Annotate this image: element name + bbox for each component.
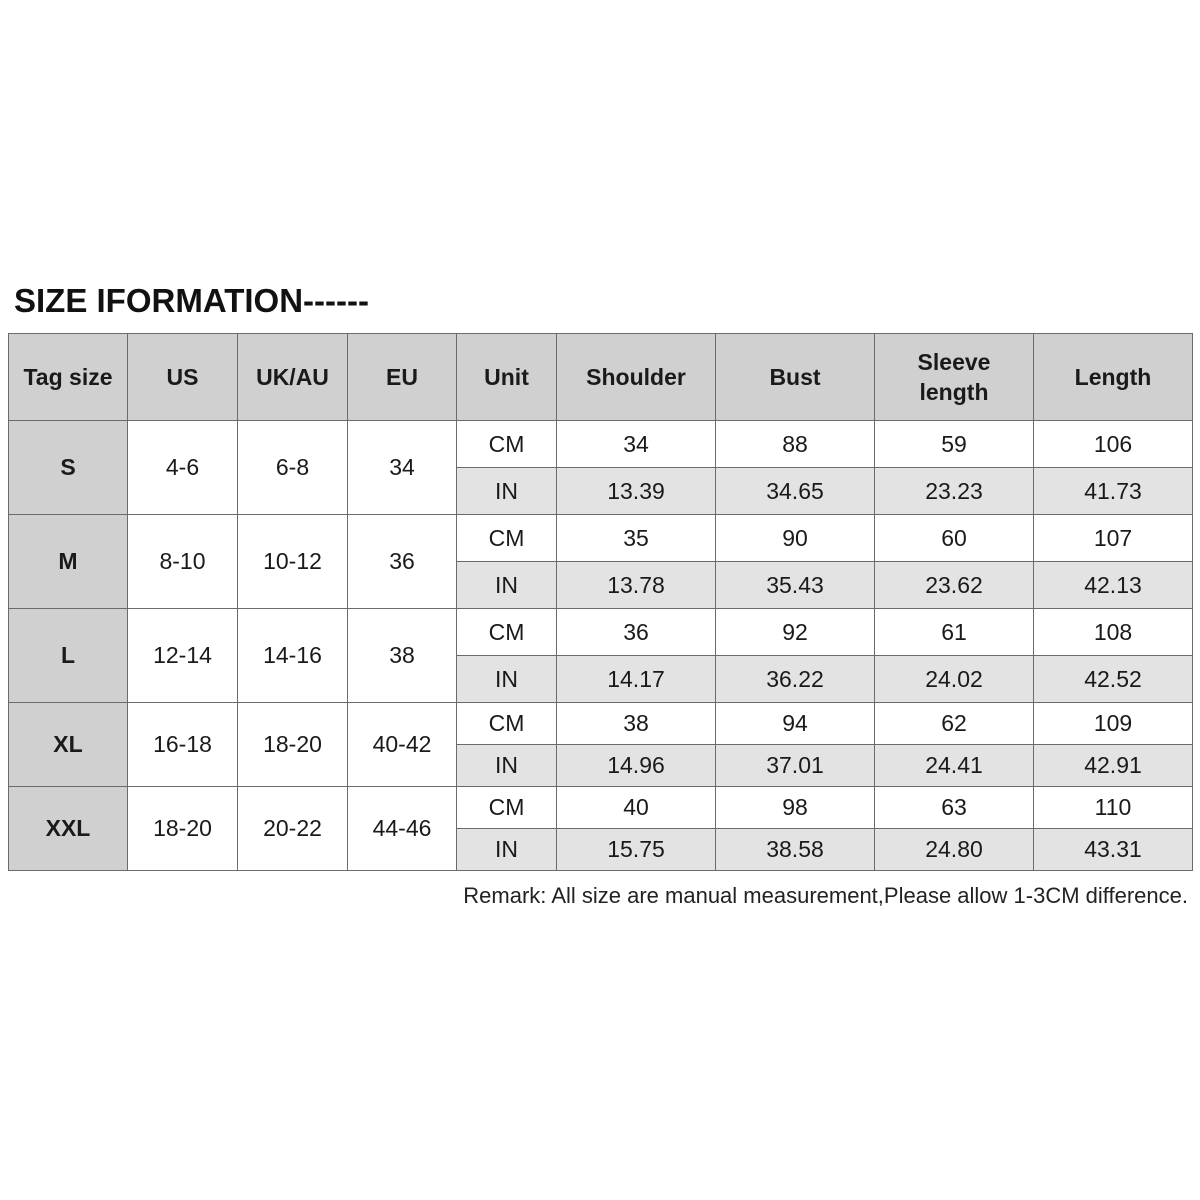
table-row bbox=[9, 787, 1193, 829]
length-cell: 41.73 bbox=[1034, 468, 1193, 515]
length-cell: 42.13 bbox=[1034, 562, 1193, 609]
size-table bbox=[8, 333, 1193, 871]
length-cell: 110 bbox=[1034, 787, 1193, 829]
sleeve-cell: 24.02 bbox=[875, 656, 1034, 703]
length-cell: 43.31 bbox=[1034, 829, 1193, 871]
header-us: US bbox=[128, 334, 238, 421]
sleeve-cell: 63 bbox=[875, 787, 1034, 829]
shoulder-cell: 15.75 bbox=[557, 829, 716, 871]
sleeve-cell: 23.62 bbox=[875, 562, 1034, 609]
unit-cell: CM bbox=[457, 787, 557, 829]
bust-cell: 36.22 bbox=[716, 656, 875, 703]
sleeve-cell: 59 bbox=[875, 421, 1034, 468]
tag-size-cell: XL bbox=[9, 703, 128, 787]
header-bust: Bust bbox=[716, 334, 875, 421]
shoulder-cell: 40 bbox=[557, 787, 716, 829]
table-row bbox=[9, 609, 1193, 656]
unit-cell: IN bbox=[457, 656, 557, 703]
shoulder-cell: 38 bbox=[557, 703, 716, 745]
table-row bbox=[9, 703, 1193, 745]
unit-cell: IN bbox=[457, 468, 557, 515]
bust-cell: 37.01 bbox=[716, 745, 875, 787]
table-row bbox=[9, 515, 1193, 562]
bust-cell: 34.65 bbox=[716, 468, 875, 515]
shoulder-cell: 35 bbox=[557, 515, 716, 562]
bust-cell: 92 bbox=[716, 609, 875, 656]
sleeve-cell: 60 bbox=[875, 515, 1034, 562]
us-size-cell: 8-10 bbox=[128, 515, 238, 609]
remark-note: Remark: All size are manual measurement,Please allow 1-3CM difference. bbox=[463, 883, 1188, 908]
header-unit: Unit bbox=[457, 334, 557, 421]
header-row bbox=[9, 334, 1193, 421]
header-uk-au: UK/AU bbox=[238, 334, 348, 421]
uk-au-size-cell: 18-20 bbox=[238, 703, 348, 787]
us-size-cell: 16-18 bbox=[128, 703, 238, 787]
tag-size-cell: XXL bbox=[9, 787, 128, 871]
tag-size-cell: S bbox=[9, 421, 128, 515]
length-cell: 108 bbox=[1034, 609, 1193, 656]
sleeve-cell: 61 bbox=[875, 609, 1034, 656]
bust-cell: 88 bbox=[716, 421, 875, 468]
length-cell: 106 bbox=[1034, 421, 1193, 468]
us-size-cell: 4-6 bbox=[128, 421, 238, 515]
unit-cell: IN bbox=[457, 829, 557, 871]
unit-cell: CM bbox=[457, 609, 557, 656]
eu-size-cell: 40-42 bbox=[348, 703, 457, 787]
length-cell: 42.91 bbox=[1034, 745, 1193, 787]
sleeve-cell: 24.80 bbox=[875, 829, 1034, 871]
shoulder-cell: 34 bbox=[557, 421, 716, 468]
shoulder-cell: 13.39 bbox=[557, 468, 716, 515]
bust-cell: 38.58 bbox=[716, 829, 875, 871]
bust-cell: 98 bbox=[716, 787, 875, 829]
uk-au-size-cell: 10-12 bbox=[238, 515, 348, 609]
unit-cell: IN bbox=[457, 562, 557, 609]
tag-size-cell: M bbox=[9, 515, 128, 609]
length-cell: 109 bbox=[1034, 703, 1193, 745]
header-length: Length bbox=[1034, 334, 1193, 421]
header-tag-size: Tag size bbox=[9, 334, 128, 421]
header-eu: EU bbox=[348, 334, 457, 421]
shoulder-cell: 36 bbox=[557, 609, 716, 656]
eu-size-cell: 36 bbox=[348, 515, 457, 609]
unit-cell: CM bbox=[457, 421, 557, 468]
header-shoulder: Shoulder bbox=[557, 334, 716, 421]
bust-cell: 90 bbox=[716, 515, 875, 562]
sleeve-cell: 62 bbox=[875, 703, 1034, 745]
unit-cell: CM bbox=[457, 703, 557, 745]
eu-size-cell: 34 bbox=[348, 421, 457, 515]
shoulder-cell: 14.17 bbox=[557, 656, 716, 703]
eu-size-cell: 38 bbox=[348, 609, 457, 703]
shoulder-cell: 14.96 bbox=[557, 745, 716, 787]
sleeve-cell: 24.41 bbox=[875, 745, 1034, 787]
shoulder-cell: 13.78 bbox=[557, 562, 716, 609]
uk-au-size-cell: 6-8 bbox=[238, 421, 348, 515]
tag-size-cell: L bbox=[9, 609, 128, 703]
us-size-cell: 18-20 bbox=[128, 787, 238, 871]
unit-cell: CM bbox=[457, 515, 557, 562]
uk-au-size-cell: 20-22 bbox=[238, 787, 348, 871]
table-row bbox=[9, 421, 1193, 468]
unit-cell: IN bbox=[457, 745, 557, 787]
header-sleeve-length: Sleeve length bbox=[875, 334, 1034, 421]
bust-cell: 35.43 bbox=[716, 562, 875, 609]
us-size-cell: 12-14 bbox=[128, 609, 238, 703]
eu-size-cell: 44-46 bbox=[348, 787, 457, 871]
sleeve-cell: 23.23 bbox=[875, 468, 1034, 515]
length-cell: 42.52 bbox=[1034, 656, 1193, 703]
page-title: SIZE IFORMATION------ bbox=[14, 282, 369, 319]
length-cell: 107 bbox=[1034, 515, 1193, 562]
uk-au-size-cell: 14-16 bbox=[238, 609, 348, 703]
bust-cell: 94 bbox=[716, 703, 875, 745]
